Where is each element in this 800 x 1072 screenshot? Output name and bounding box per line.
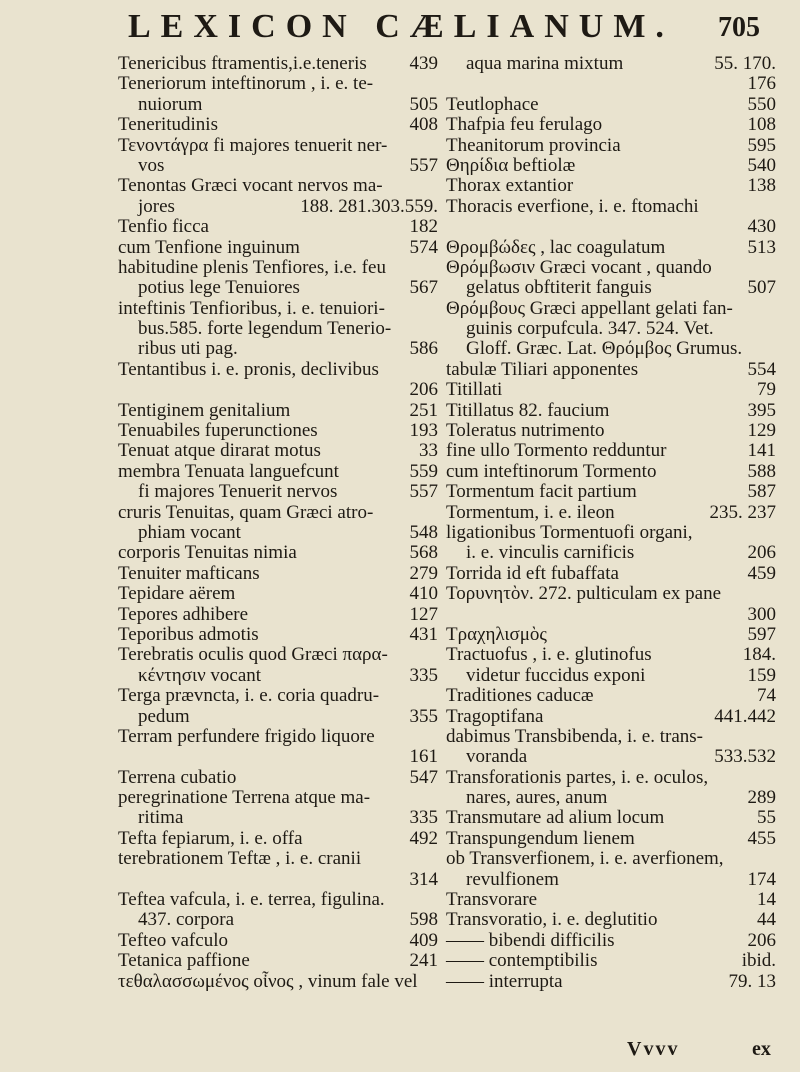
entry-page-ref: 441.442 [714,705,776,727]
index-entry [118,890,438,910]
entry-text: Tefteo vafculo [118,929,228,951]
index-entry [118,258,438,278]
entry-page-ref: 176 [747,73,776,95]
index-entry [118,115,438,135]
index-entry [446,972,776,992]
entry-page-ref: 108 [747,114,776,136]
index-entry [446,910,776,930]
right-column [446,54,776,992]
entry-text: Tentantibus i. e. pronis, declivibus [118,358,379,380]
index-entry [118,156,438,176]
entry-page-ref: 79 [757,379,776,401]
index-entry [446,197,776,217]
entry-text: cum inteftinorum Tormento [446,460,657,482]
entry-text: aqua marina mixtum [466,53,624,74]
index-entry [446,339,776,359]
entry-text: Torrida id eft fubaffata [446,562,619,584]
index-entry [118,543,438,563]
entry-text: Τορυνητὸν. 272. pulticulam ex pane [446,583,721,605]
entry-text: nuiorum [138,93,203,115]
entry-text: Teporibus admotis [118,623,259,645]
index-entry [118,339,438,359]
left-column [118,54,438,992]
index-entry [118,584,438,604]
index-entry [118,666,438,686]
entry-page-ref: 138 [747,175,776,197]
index-entry [118,564,438,584]
entry-text: Transvoratio, i. e. deglutitio [446,909,658,931]
entry-text: ritima [138,807,184,829]
entry-text: Tefta fepiarum, i. e. offa [118,827,303,849]
entry-text: ligationibus Tormentuofi organi, [446,521,693,543]
entry-text: Terrena cubatio [118,766,237,788]
index-entry [446,829,776,849]
index-entry [446,156,776,176]
entry-page-ref: 129 [747,420,776,442]
index-entry [118,605,438,625]
entry-page-ref: 206 [409,379,438,401]
entry-text: Tenuiter mafticans [118,562,260,584]
entry-text: Terram perfundere frigido liquore [118,725,375,747]
running-header [118,4,798,48]
entry-page-ref: 335 [409,664,438,686]
entry-text: Tepores adhibere [118,603,249,625]
page-footer [0,1038,800,1064]
entry-page-ref: 55 [757,807,776,829]
entry-page-ref: 251 [409,399,438,421]
entry-page-ref: 554 [747,358,776,380]
entry-page-ref: 548 [409,521,438,543]
entry-text: κέντησιν vocant [138,664,262,686]
entry-page-ref: 235. 237 [709,501,776,523]
index-entry [118,482,438,502]
entry-page-ref: 597 [747,623,776,645]
entry-text: terebrationem Teftæ , i. e. cranii [118,848,362,870]
entry-page-ref: 279 [409,562,438,584]
entry-page-ref: 141 [747,440,776,462]
index-entry [446,605,776,625]
entry-text: Tenontas Græci vocant nervos ma- [118,175,383,197]
entry-text: habitudine plenis Tenfiores, i.e. feu [118,256,386,278]
entry-page-ref: 507 [747,277,776,299]
index-entry [446,176,776,196]
index-entry [446,299,776,319]
entry-text: inteftinis Tenfioribus, i. e. tenuiori- [118,297,385,319]
entry-text: potius lege Tenuiores [138,277,300,299]
entry-text: cruris Tenuitas, quam Græci atro- [118,501,374,523]
entry-text: Θρομβώδες , lac coagulatum [446,236,666,258]
entry-text: Gloff. Græc. Lat. Θρόμβος Grumus. [466,338,743,360]
entry-page-ref: 127 [409,603,438,625]
entry-page-ref: ibid. [741,950,776,972]
entry-page-ref: 533.532 [714,746,776,768]
index-entry [118,176,438,196]
index-entry [446,625,776,645]
index-entry [118,625,438,645]
entry-text: τεθαλασσωμένος οἶνος , vinum fale vel [118,970,418,992]
entry-text: voranda [466,746,528,768]
index-entry [446,931,776,951]
index-entry [446,849,776,869]
entry-text: fi majores Tenuerit nervos [138,481,338,503]
entry-text: tabulæ Tiliari apponentes [446,358,639,380]
index-entry [118,299,438,319]
entry-page-ref: 587 [747,481,776,503]
entry-page-ref: 355 [409,705,438,727]
entry-text: phiam vocant [138,521,241,543]
index-entry [446,401,776,421]
entry-page-ref: 431 [409,623,438,645]
index-entry [446,74,776,94]
entry-page-ref: 540 [747,154,776,176]
index-entry [118,645,438,665]
entry-page-ref: 74 [757,685,776,707]
catchword: ex [752,1038,771,1060]
entry-page-ref: 439 [409,53,438,74]
entry-text: fine ullo Tormento redduntur [446,440,667,462]
entry-page-ref: 33 [419,440,438,462]
index-entry [118,503,438,523]
index-entry [446,503,776,523]
entry-page-ref: 410 [409,583,438,605]
index-entry [446,278,776,298]
entry-page-ref: 161 [409,746,438,768]
entry-page-ref: 455 [747,827,776,849]
entry-text: —— interrupta [446,970,563,992]
entry-text: Transvorare [446,889,538,911]
entry-text: Tractuofus , i. e. glutinofus [446,644,652,666]
index-entry [446,421,776,441]
index-entry [446,462,776,482]
index-entry [446,543,776,563]
index-entry [446,54,776,74]
index-entry [118,829,438,849]
index-entry [118,95,438,115]
entry-text: 437. corpora [138,909,235,931]
entry-page-ref: 174 [747,868,776,890]
entry-page-ref: 492 [409,827,438,849]
index-entry [118,360,438,380]
entry-text: Thoracis everfione, i. e. ftomachi [446,195,699,217]
index-entry [118,54,438,74]
entry-page-ref: 395 [747,399,776,421]
entry-page-ref: 335 [409,807,438,829]
entry-text: Theanitorum provincia [446,134,621,156]
index-entry [118,870,438,890]
entry-text: Transmutare ad alium locum [446,807,665,829]
index-entry [446,707,776,727]
index-entry [118,951,438,971]
entry-page-ref: 241 [409,950,438,972]
entry-page-ref: 44 [757,909,776,931]
entry-text: Teneriorum inteftinorum , i. e. te- [118,73,374,95]
index-entry [118,217,438,237]
index-entry [446,238,776,258]
index-entry [118,808,438,828]
index-entry [118,523,438,543]
page-number: 705 [718,12,760,43]
index-entry [118,278,438,298]
entry-page-ref: 505 [409,93,438,115]
index-entry [446,870,776,890]
entry-text: Terga prævncta, i. e. coria quadru- [118,685,380,707]
entry-text: dabimus Transbibenda, i. e. trans- [446,725,704,747]
index-entry [118,686,438,706]
entry-text: Tetanica paffione [118,950,250,972]
index-entry [446,890,776,910]
entry-page-ref: 559 [409,460,438,482]
index-entry [118,401,438,421]
entry-text: bus.585. forte legendum Tenerio- [138,318,392,340]
signature-mark: Vvvv [627,1038,680,1060]
entry-text: Teftea vafcula, i. e. terrea, figulina. [118,889,385,911]
entry-page-ref: 513 [747,236,776,258]
entry-text: guinis corpufcula. 347. 524. Vet. [466,318,714,340]
entry-page-ref: 568 [409,542,438,564]
entry-page-ref: 557 [409,154,438,176]
entry-page-ref: 206 [747,929,776,951]
entry-page-ref: 430 [747,216,776,238]
entry-page-ref: 314 [409,868,438,890]
index-entry [118,972,438,992]
index-entry [446,686,776,706]
entry-page-ref: 586 [409,338,438,360]
index-entry [118,707,438,727]
entry-text: Titillatus 82. faucium [446,399,610,421]
index-entry [446,768,776,788]
entry-text: Θρόμβους Græci appellant gelati fan- [446,297,733,319]
entry-page-ref: 595 [747,134,776,156]
entry-text: vos [138,154,165,176]
entry-text: Θηρίδια beftiolæ [446,154,576,176]
entry-text: i. e. vinculis carnificis [466,542,635,564]
index-entry [118,462,438,482]
entry-text: —— bibendi difficilis [446,929,615,951]
entry-text: Thorax extantior [446,175,574,197]
entry-text: gelatus obftiterit fanguis [466,277,652,299]
entry-text: Thafpia feu ferulago [446,114,603,136]
entry-page-ref: 184. [742,644,776,666]
entry-page-ref: 159 [747,664,776,686]
entry-page-ref: 188. 281.303.559. [300,195,438,217]
entry-page-ref: 79. 13 [728,970,776,992]
index-entry [446,380,776,400]
index-entry [446,788,776,808]
entry-text: Τενοντάγρα fi majores tenuerit ner- [118,134,388,156]
index-entry [446,319,776,339]
index-entry [446,360,776,380]
entry-text: cum Tenfione inguinum [118,236,300,258]
entry-text: revulfionem [466,868,559,890]
index-entry [446,217,776,237]
index-entry [446,115,776,135]
index-entry [118,441,438,461]
index-entry [446,441,776,461]
entry-text: Tepidare aërem [118,583,236,605]
index-entry [118,319,438,339]
index-entry [118,197,438,217]
entry-text: jores [138,195,175,217]
entry-text: Transforationis partes, i. e. oculos, [446,766,709,788]
entry-page-ref: 459 [747,562,776,584]
entry-page-ref: 574 [409,236,438,258]
index-entry [118,768,438,788]
entry-page-ref: 557 [409,481,438,503]
entry-text: nares, aures, anum [466,787,608,809]
entry-text: peregrinatione Terrena atque ma- [118,787,371,809]
index-entry [118,931,438,951]
index-entry [118,74,438,94]
index-entry [118,238,438,258]
entry-text: Tormentum, i. e. ileon [446,501,615,523]
entry-text: Transpungendum lienem [446,827,635,849]
entry-page-ref: 193 [409,420,438,442]
entry-text: Titillati [446,379,503,401]
entry-text: corporis Tenuitas nimia [118,542,297,564]
index-entry [446,951,776,971]
index-entry [446,666,776,686]
entry-text: Tenuat atque dirarat motus [118,440,321,462]
entry-page-ref: 182 [409,216,438,238]
entry-text: videtur fuccidus exponi [466,664,646,686]
index-entry [446,584,776,604]
entry-page-ref: 567 [409,277,438,299]
index-entry [446,523,776,543]
entry-page-ref: 14 [757,889,776,911]
index-entry [118,727,438,747]
entry-text: ribus uti pag. [138,338,238,360]
index-entry [118,136,438,156]
index-entry [446,727,776,747]
entry-text: Tentiginem genitalium [118,399,291,421]
entry-page-ref: 55. 170. [714,53,776,74]
entry-page-ref: 206 [747,542,776,564]
entry-text: membra Tenuata languefcunt [118,460,339,482]
index-entry [446,564,776,584]
index-entry [446,645,776,665]
entry-text: ob Transverfionem, i. e. averfionem, [446,848,724,870]
entry-page-ref: 289 [747,787,776,809]
entry-text: Tenericibus ftramentis,i.e.teneris [118,53,367,74]
index-entry [446,747,776,767]
entry-text: Tragoptifana [446,705,544,727]
index-entry [118,421,438,441]
entry-text: Traditiones caducæ [446,685,594,707]
index-entry [118,849,438,869]
entry-page-ref: 588 [747,460,776,482]
index-entry [446,95,776,115]
entry-page-ref: 547 [409,766,438,788]
index-entry [446,808,776,828]
entry-text: —— contemptibilis [446,950,598,972]
entry-text: Tenfio ficca [118,216,209,238]
entry-text: Toleratus nutrimento [446,420,605,442]
entry-text: Tenuabiles fuperunctiones [118,420,318,442]
entry-text: Θρόμβωσιν Græci vocant , quando [446,256,712,278]
entry-text: Τραχηλισμὸς [446,623,547,645]
index-entry [118,788,438,808]
entry-text: Teneritudinis [118,114,218,136]
entry-page-ref: 408 [409,114,438,136]
index-entry [118,910,438,930]
index-entry [446,258,776,278]
running-title: LEXICON CÆLIANUM. [128,8,674,45]
index-entry [446,482,776,502]
entry-text: Terebratis oculis quod Græci παρα- [118,644,388,666]
entry-page-ref: 598 [409,909,438,931]
entry-page-ref: 409 [409,929,438,951]
entry-page-ref: 550 [747,93,776,115]
index-entry [118,380,438,400]
index-entry [118,747,438,767]
entry-text: Tormentum facit partium [446,481,637,503]
entry-text: Teutlophace [446,93,539,115]
entry-page-ref: 300 [747,603,776,625]
index-entry [446,136,776,156]
entry-text: pedum [138,705,190,727]
